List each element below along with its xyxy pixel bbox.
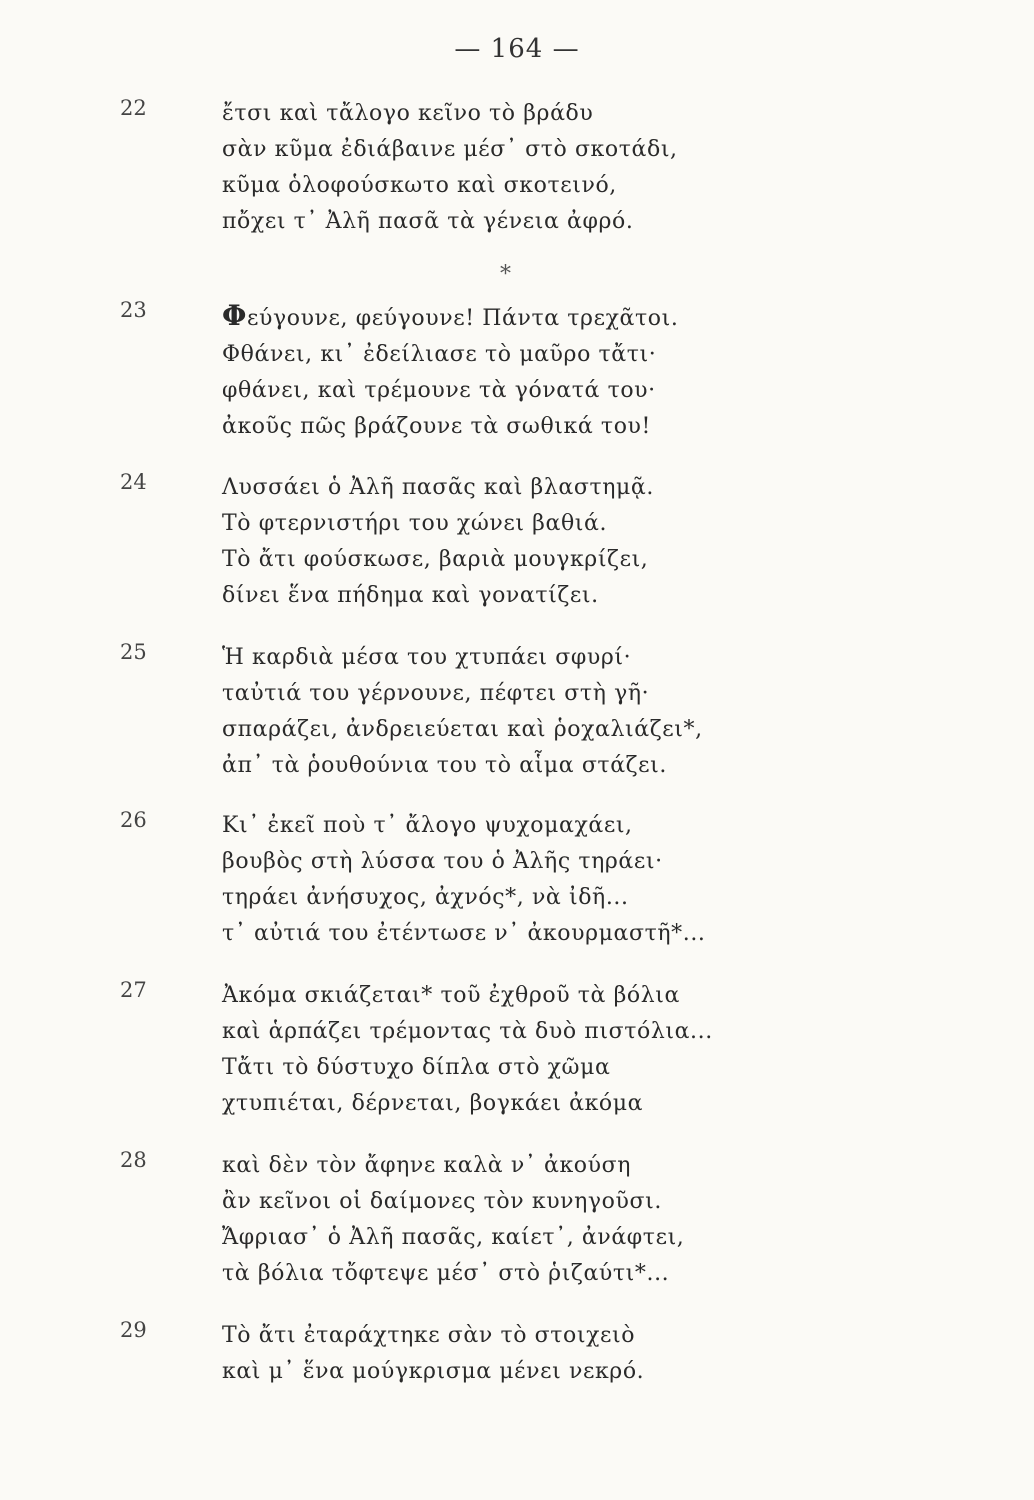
verse-line-text: εύγουνε, φεύγουνε! Πάντα τρεχᾶτοι. (247, 306, 679, 331)
verse-line: καὶ ἁρπάζει τρέμοντας τὰ δυὸ πιστόλια... (222, 1019, 713, 1044)
verse-line: Λυσσάει ὁ Ἀλῆ πασᾶς καὶ βλαστημᾷ. (222, 475, 654, 500)
verse-line: σὰν κῦμα ἐδιάβαινε μέσ᾽ στὸ σκοτάδι, (222, 137, 678, 162)
stanza-number: 28 (120, 1148, 147, 1172)
verse-line: καὶ μ᾽ ἕνα μούγκρισμα μένει νεκρό. (222, 1359, 645, 1384)
stanza-lines (222, 96, 678, 240)
stanza-lines (222, 1318, 644, 1390)
verse-line: Ἀκόμα σκιάζεται* τοῦ ἐχθροῦ τὰ βόλια (222, 983, 680, 1008)
verse-line: ἔτσι καὶ τἄλογο κεῖνο τὸ βράδυ (222, 101, 594, 126)
verse-line: δίνει ἕνα πήδημα καὶ γονατίζει. (222, 583, 599, 608)
verse-line: ἂν κεῖνοι οἱ δαίμονες τὸν κυνηγοῦσι. (222, 1189, 662, 1214)
verse-line: καὶ δὲν τὸν ἄφηνε καλὰ ν᾽ ἀκούση (222, 1153, 632, 1178)
verse-line: ἀκοῦς πῶς βράζουνε τὰ σωθικά του! (222, 414, 651, 439)
drop-initial: Φ (222, 299, 247, 332)
verse-line: Φθάνει, κι᾽ ἐδείλιασε τὸ μαῦρο τἄτι· (222, 342, 657, 367)
verse-line: πὄχει τ᾽ Ἀλῆ πασᾶ τὰ γένεια ἀφρό. (222, 209, 634, 234)
stanza-lines (222, 470, 654, 614)
verse-line: χτυπιέται, δέρνεται, βογκάει ἀκόμα (222, 1091, 644, 1116)
verse-line (222, 298, 678, 337)
verse-line: Τὸ ἄτι φούσκωσε, βαριὰ μουγκρίζει, (222, 547, 649, 572)
stanza-lines (222, 1148, 684, 1292)
verse-line: σπαράζει, ἀνδρειεύεται καὶ ῥοχαλιάζει*, (222, 717, 703, 742)
verse-line: Κι᾽ ἐκεῖ ποὺ τ᾽ ἄλογο ψυχομαχάει, (222, 813, 633, 838)
verse-line: κῦμα ὁλοφούσκωτο καὶ σκοτεινό, (222, 173, 617, 198)
verse-line: ταὐτιά του γέρνουνε, πέφτει στὴ γῆ· (222, 681, 650, 706)
verse-line: τὰ βόλια τὄφτεψε μέσ᾽ στὸ ῥιζαύτι*... (222, 1261, 670, 1286)
stanza-lines (222, 808, 706, 952)
verse-line: φθάνει, καὶ τρέμουνε τὰ γόνατά του· (222, 378, 656, 403)
verse-line: Τὸ ἄτι ἐταράχτηκε σὰν τὸ στοιχειὸ (222, 1323, 636, 1348)
verse-line: Τὸ φτερνιστήρι του χώνει βαθιά. (222, 511, 608, 536)
stanza-number: 23 (120, 298, 147, 322)
page-number: — 164 — (454, 34, 580, 64)
stanza-number: 29 (120, 1318, 147, 1342)
stanza-number: 27 (120, 978, 147, 1002)
verse-line: Ἡ καρδιὰ μέσα του χτυπάει σφυρί· (222, 645, 632, 670)
stanza-lines (222, 978, 713, 1122)
verse-line: τ᾽ αὐτιά του ἐτέντωσε ν᾽ ἀκουρμαστῆ*... (222, 921, 706, 946)
stanza-number: 22 (120, 96, 147, 120)
verse-line: Ἄφριασ᾽ ὁ Ἀλῆ πασᾶς, καίετ᾽, ἀνάφτει, (222, 1225, 685, 1250)
stanza-lines (222, 298, 678, 445)
stanza-number: 24 (120, 470, 147, 494)
verse-line: ἀπ᾽ τὰ ῥουθούνια του τὸ αἷμα στάζει. (222, 753, 668, 778)
verse-line: βουβὸς στὴ λύσσα του ὁ Ἀλῆς τηράει· (222, 849, 663, 874)
section-separator: * (500, 262, 511, 287)
verse-line: Τἄτι τὸ δύστυχο δίπλα στὸ χῶμα (222, 1055, 611, 1080)
stanza-number: 26 (120, 808, 147, 832)
stanza-lines (222, 640, 703, 784)
stanza-number: 25 (120, 640, 147, 664)
verse-line: τηράει ἀνήσυχος, ἀχνός*, νὰ ἰδῆ... (222, 885, 629, 910)
